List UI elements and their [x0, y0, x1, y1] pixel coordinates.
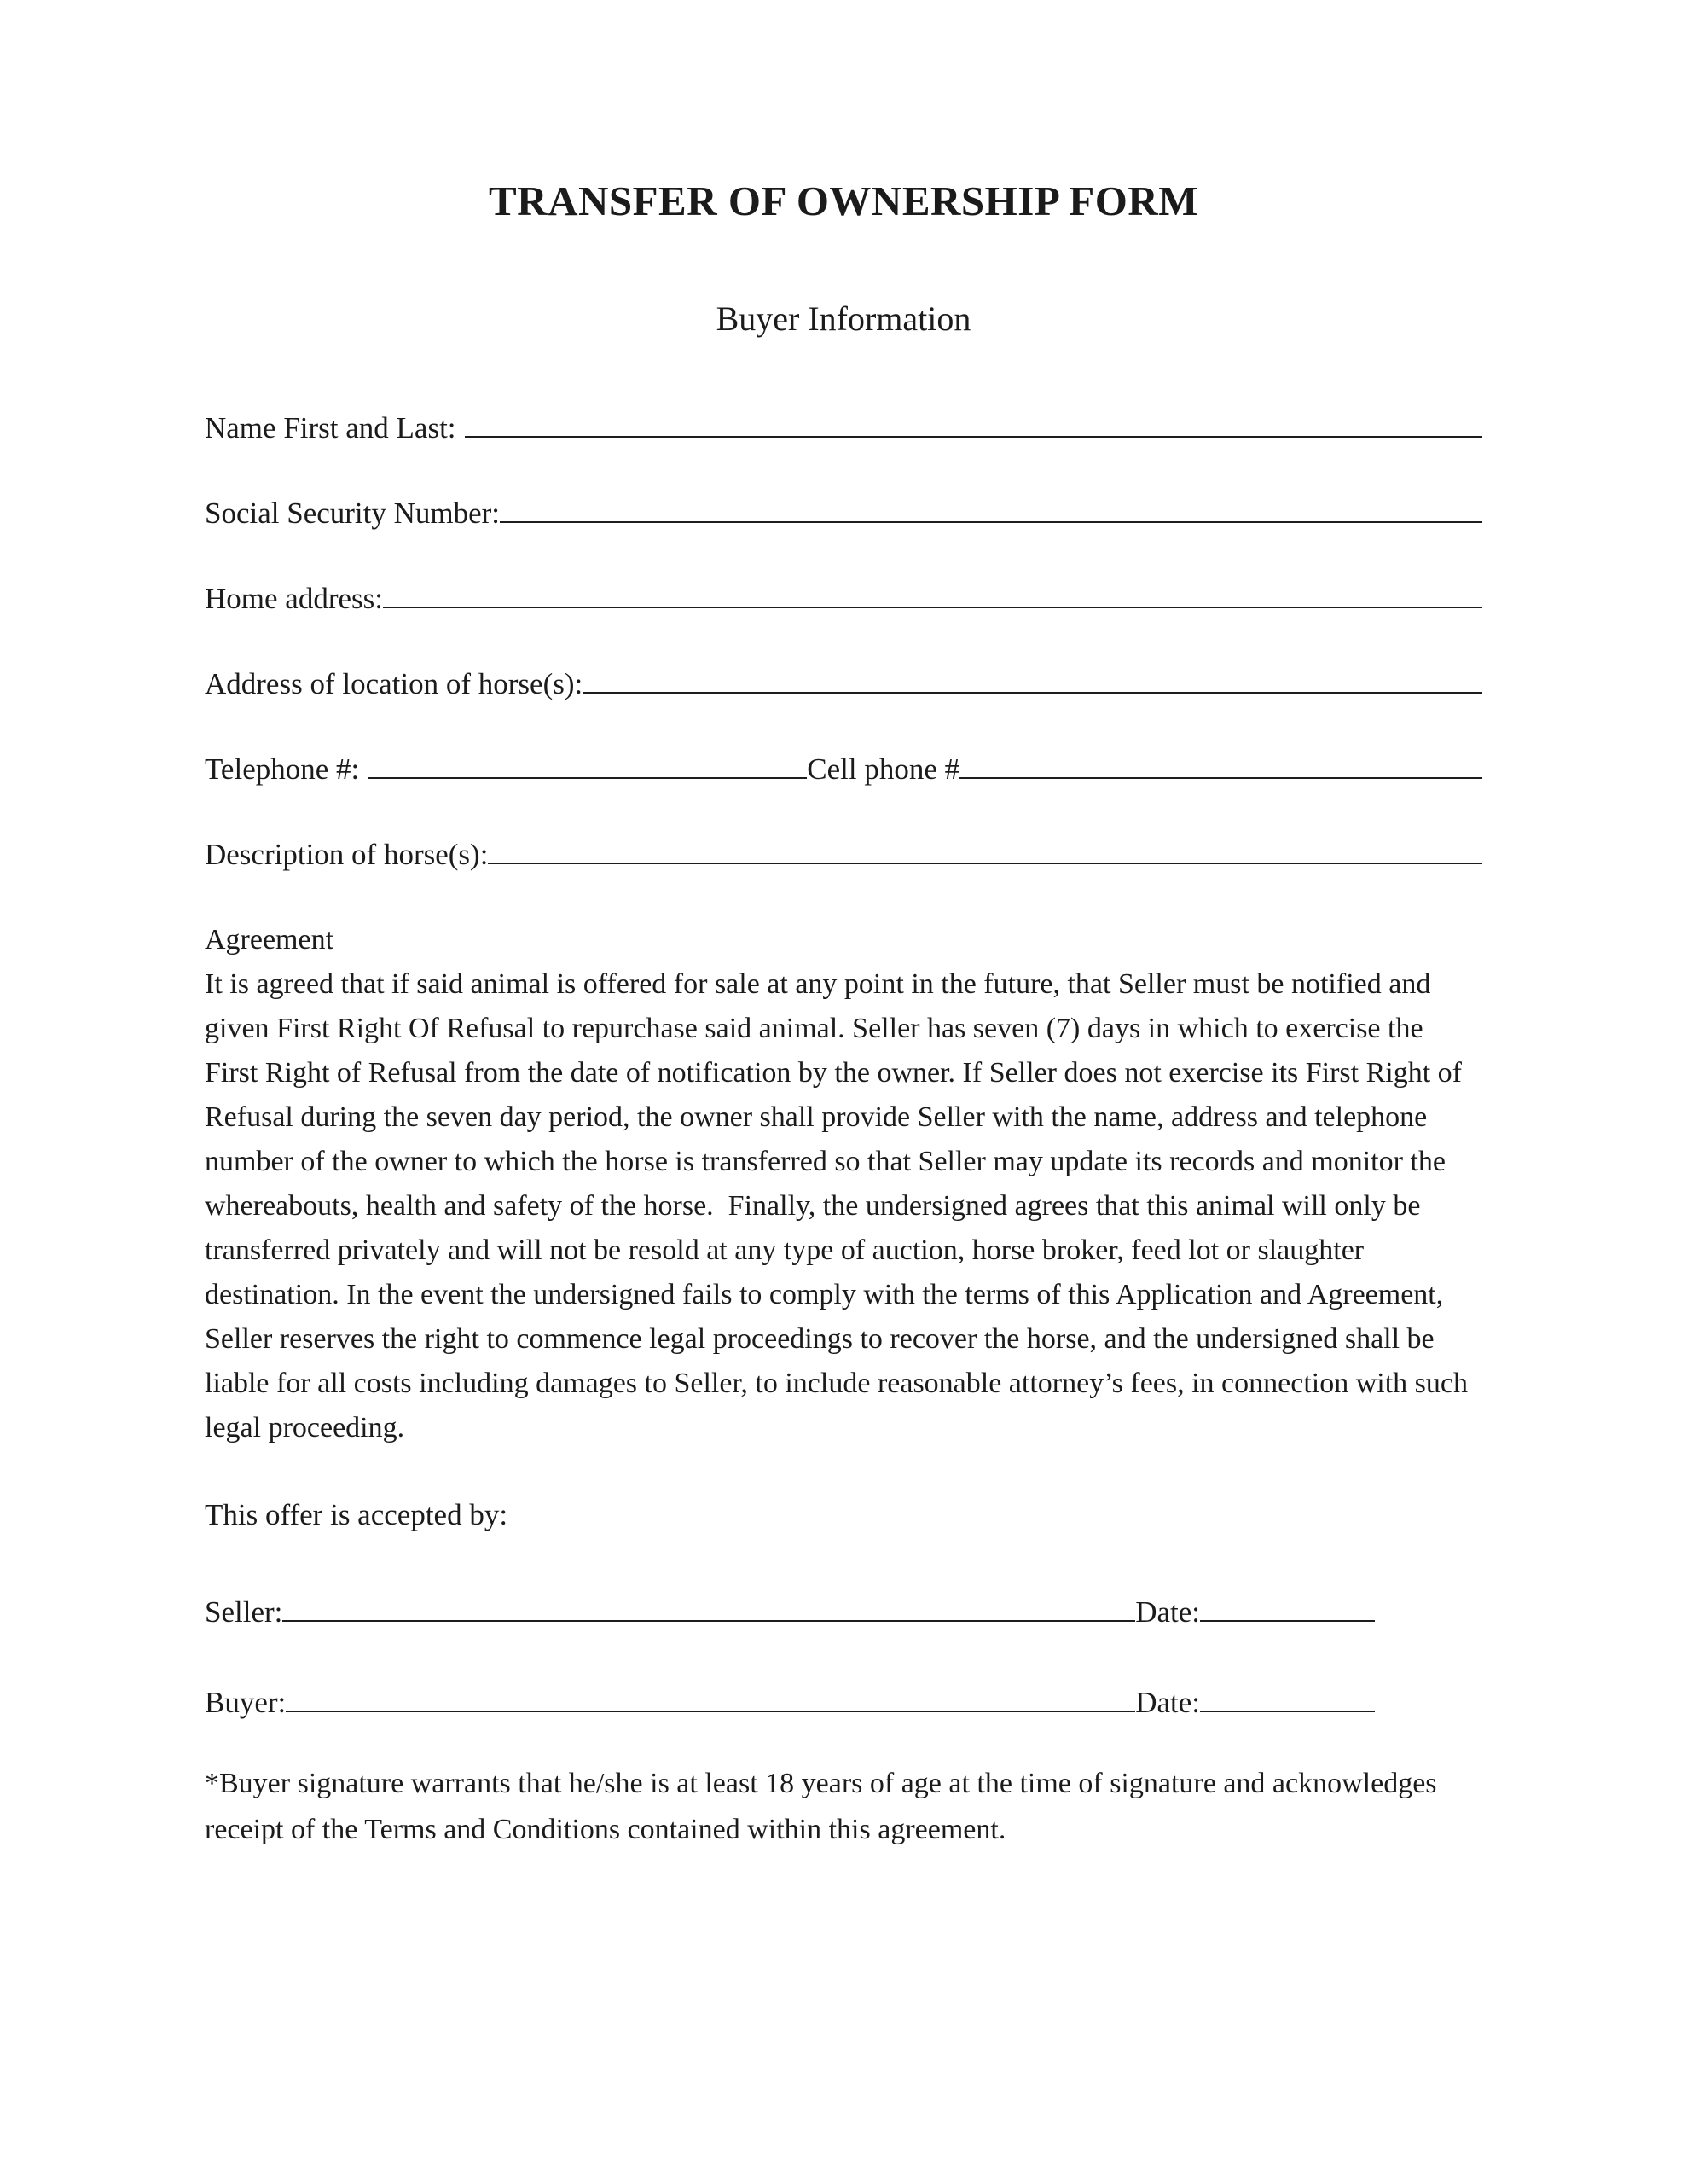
ssn-input-line[interactable] — [500, 496, 1482, 523]
seller-date-label: Date: — [1135, 1595, 1200, 1629]
horse-description-label: Description of horse(s): — [205, 838, 489, 871]
acceptance-intro: This offer is accepted by: — [205, 1498, 508, 1531]
horse-description-input-line[interactable] — [488, 837, 1482, 864]
seller-signature-line[interactable] — [282, 1594, 1135, 1622]
agreement-section — [205, 918, 1482, 1450]
field-row-home-address — [205, 577, 1482, 621]
telephone-label: Telephone #: — [205, 752, 360, 786]
buyer-signature-row — [205, 1681, 1375, 1725]
horse-location-label: Address of location of horse(s): — [205, 667, 583, 700]
home-address-label: Home address: — [205, 582, 383, 615]
ssn-label: Social Security Number: — [205, 497, 501, 530]
buyer-date-label: Date: — [1135, 1686, 1200, 1719]
cell-phone-input-line[interactable] — [959, 752, 1482, 779]
agreement-body: It is agreed that if said animal is offered for sale at any point in the future, that Seller must be notified and given First Right Of Refusal to repurchase said animal. Seller has seven (7) days in which to exercise the First Right of Refusal from the date of notification by the owner. If Seller does not exercise its First Right of Refusal during the seven day period, the owner shall provide Seller with the name, address and telephone number of the owner to which the horse is transferred so that Seller may update its records and monitor the whereabouts, health and safety of the horse. Finally, the undersigned agrees that this animal will only be transferred privately and will not be resold at any type of auction, horse broker, feed lot or slaughter destination. In the event the undersigned fails to comply with the terms of this Application and Agreement, Seller reserves the right to commence legal proceedings to recover the horse, and the undersigned shall be liable for all costs including damages to Seller, to include reasonable attorney’s fees, in connection with such legal proceeding. — [205, 968, 1475, 1443]
seller-date-line[interactable] — [1200, 1594, 1375, 1622]
field-row-horse-location — [205, 662, 1482, 706]
field-row-phones — [205, 747, 1482, 792]
name-input-line[interactable] — [465, 410, 1482, 438]
buyer-fields-section — [205, 406, 1482, 877]
page-title: TRANSFER OF OWNERSHIP FORM — [489, 177, 1198, 224]
field-row-horse-description — [205, 833, 1482, 877]
name-label: Name First and Last: — [205, 411, 456, 444]
buyer-date-line[interactable] — [1200, 1685, 1375, 1712]
horse-location-input-line[interactable] — [583, 666, 1482, 694]
seller-signature-row — [205, 1590, 1375, 1635]
home-address-input-line[interactable] — [383, 581, 1482, 608]
buyer-information-subtitle: Buyer Information — [716, 299, 971, 338]
field-row-ssn — [205, 491, 1482, 536]
telephone-input-line[interactable] — [368, 752, 807, 779]
field-row-name — [205, 406, 1482, 450]
buyer-signature-footnote: *Buyer signature warrants that he/she is at least 18 years of age at the time of signature and acknowledges receipt of the Terms and Conditions contained within this agreement. — [205, 1768, 1437, 1845]
agreement-heading: Agreement — [205, 924, 334, 956]
buyer-signature-line[interactable] — [286, 1685, 1135, 1712]
cell-phone-label: Cell phone # — [807, 752, 960, 786]
buyer-label: Buyer: — [205, 1686, 287, 1719]
seller-label: Seller: — [205, 1595, 283, 1629]
